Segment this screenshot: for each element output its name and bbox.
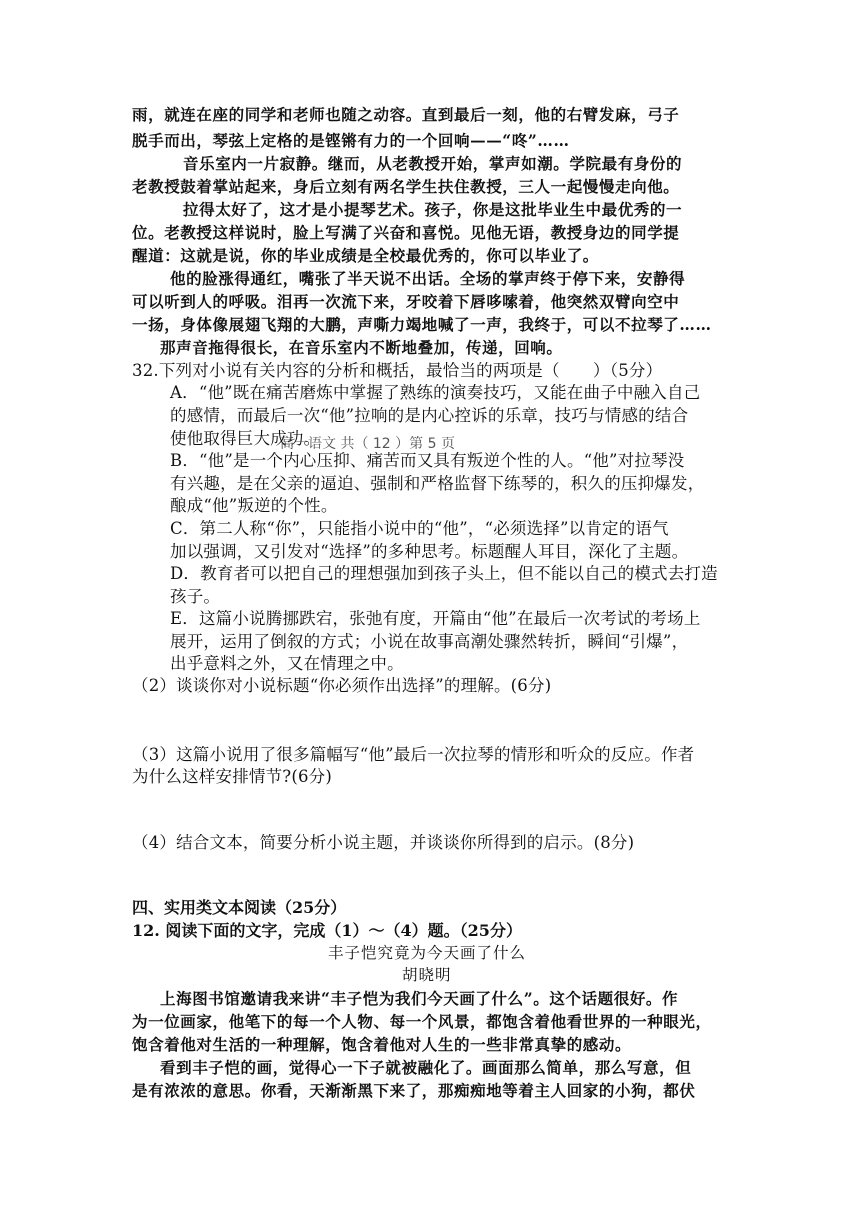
article-line: 是有浓浓的意思。你看，天渐渐黑下来了，那痴痴地等着主人回家的小狗，都伏 xyxy=(132,1081,696,1100)
option-e-line: 出乎意料之外，又在情理之中。 xyxy=(170,654,404,673)
article-line: 饱含着他对生活的一种理解，饱含着他对人生的一些非常真挚的感动。 xyxy=(132,1035,632,1054)
question-12-stem: 12. 阅读下面的文字，完成（1）～（4）题。（25分） xyxy=(132,921,522,940)
story-line: 位。老教授这样说时，脸上写满了兴奋和喜悦。见他无语，教授身边的同学提 xyxy=(132,223,680,242)
story-line: 雨，就连在座的同学和老师也随之动容。直到最后一刻，他的右臂发麻，弓子 xyxy=(132,105,680,124)
story-line: 一扬，身体像展翅飞翔的大鹏，声嘶力竭地喊了一声，我终于，可以不拉琴了…… xyxy=(132,315,712,334)
story-line: 脱手而出，琴弦上定格的是铿锵有力的一个回响——“咚”…… xyxy=(132,131,570,150)
story-line: 老教授鼓着掌站起来，身后立刻有两名学生扶住教授，三人一起慢慢走向他。 xyxy=(132,177,680,196)
option-c-line: 加以强调，又引发对“选择”的多种思考。标题醒人耳目，深化了主题。 xyxy=(170,542,689,561)
question-2: （2）谈谈你对小说标题“你必须作出选择”的理解。(6分) xyxy=(132,676,552,695)
option-e-line: 展开，运用了倒叙的方式；小说在故事高潮处骤然转折，瞬间“引爆”， xyxy=(170,632,689,651)
article-line: 为一位画家，他笔下的每一个人物、每一个风景，都饱含着他看世界的一种眼光， xyxy=(132,1012,712,1031)
page-number-watermark: 高一语文 共（ 12 ）第 5 页 xyxy=(280,436,455,452)
story-line: 那声音拖得很长，在音乐室内不断地叠加，传递，回响。 xyxy=(160,338,563,357)
option-a-line: A．“他”既在痛苦磨炼中掌握了熟练的演奏技巧，又能在曲子中融入自己 xyxy=(170,383,701,402)
option-b-line: 有兴趣，是在父亲的逼迫、强制和严格监督下练琴的，积久的压抑爆发， xyxy=(170,474,705,493)
question-3-line: （3）这篇小说用了很多篇幅写“他”最后一次拉琴的情形和听众的反应。作者 xyxy=(132,745,695,764)
story-line: 拉得太好了，这才是小提琴艺术。孩子，你是这批毕业生中最优秀的一 xyxy=(183,200,683,219)
option-b-line: B．“他”是一个内心压抑、痛苦而又具有叛逆个性的人。“他”对拉琴没 xyxy=(170,451,685,470)
question-3-line: 为什么这样安排情节?(6分) xyxy=(132,767,333,786)
article-author: 胡晓明 xyxy=(402,966,452,984)
story-line: 醒道：这就是说，你的毕业成绩是全校最优秀的，你可以毕业了。 xyxy=(132,246,599,265)
option-e-line: E．这篇小说腾挪跌宕，张弛有度，开篇由“他”在最后一次考试的考场上 xyxy=(170,609,701,628)
option-d-line: D．教育者可以把自己的理想强加到孩子头上，但不能以自己的模式去打造 xyxy=(170,564,718,583)
article-line: 看到丰子恺的画，觉得心一下子就被融化了。画面那么简单，那么写意，但 xyxy=(160,1058,692,1077)
article-title: 丰子恺究竟为今天画了什么 xyxy=(328,944,527,962)
option-a-line: 使他取得巨大成功。 xyxy=(170,429,321,448)
option-a-line: 的感情，而最后一次“他”拉响的是内心控诉的乐章，技巧与情感的结合 xyxy=(170,406,689,425)
option-c-line: C．第二人称“你”，只能指小说中的“他”，“必须选择”以肯定的语气 xyxy=(170,519,669,538)
story-line: 音乐室内一片寂静。继而，从老教授开始，掌声如潮。学院最有身份的 xyxy=(183,154,683,173)
article-line: 上海图书馆邀请我来讲“丰子恺为我们今天画了什么”。这个话题很好。作 xyxy=(160,989,679,1008)
story-line: 可以听到人的呼吸。泪再一次流下来，牙咬着下唇哆嗦着，他突然双臂向空中 xyxy=(132,292,680,311)
option-d-line: 孩子。 xyxy=(170,587,221,606)
question-4: （4）结合文本，简要分析小说主题，并谈谈你所得到的启示。(8分) xyxy=(132,833,635,852)
story-line: 他的脸涨得通红，嘴张了半天说不出话。全场的掌声终于停下来，安静得 xyxy=(170,269,686,288)
question-32-stem: 32.下列对小说有关内容的分析和概括，最恰当的两项是（ ）（5分） xyxy=(132,361,663,380)
section-4-heading: 四、实用类文本阅读（25分） xyxy=(132,898,347,917)
option-b-line: 酿成“他”叛逆的个性。 xyxy=(170,496,338,515)
